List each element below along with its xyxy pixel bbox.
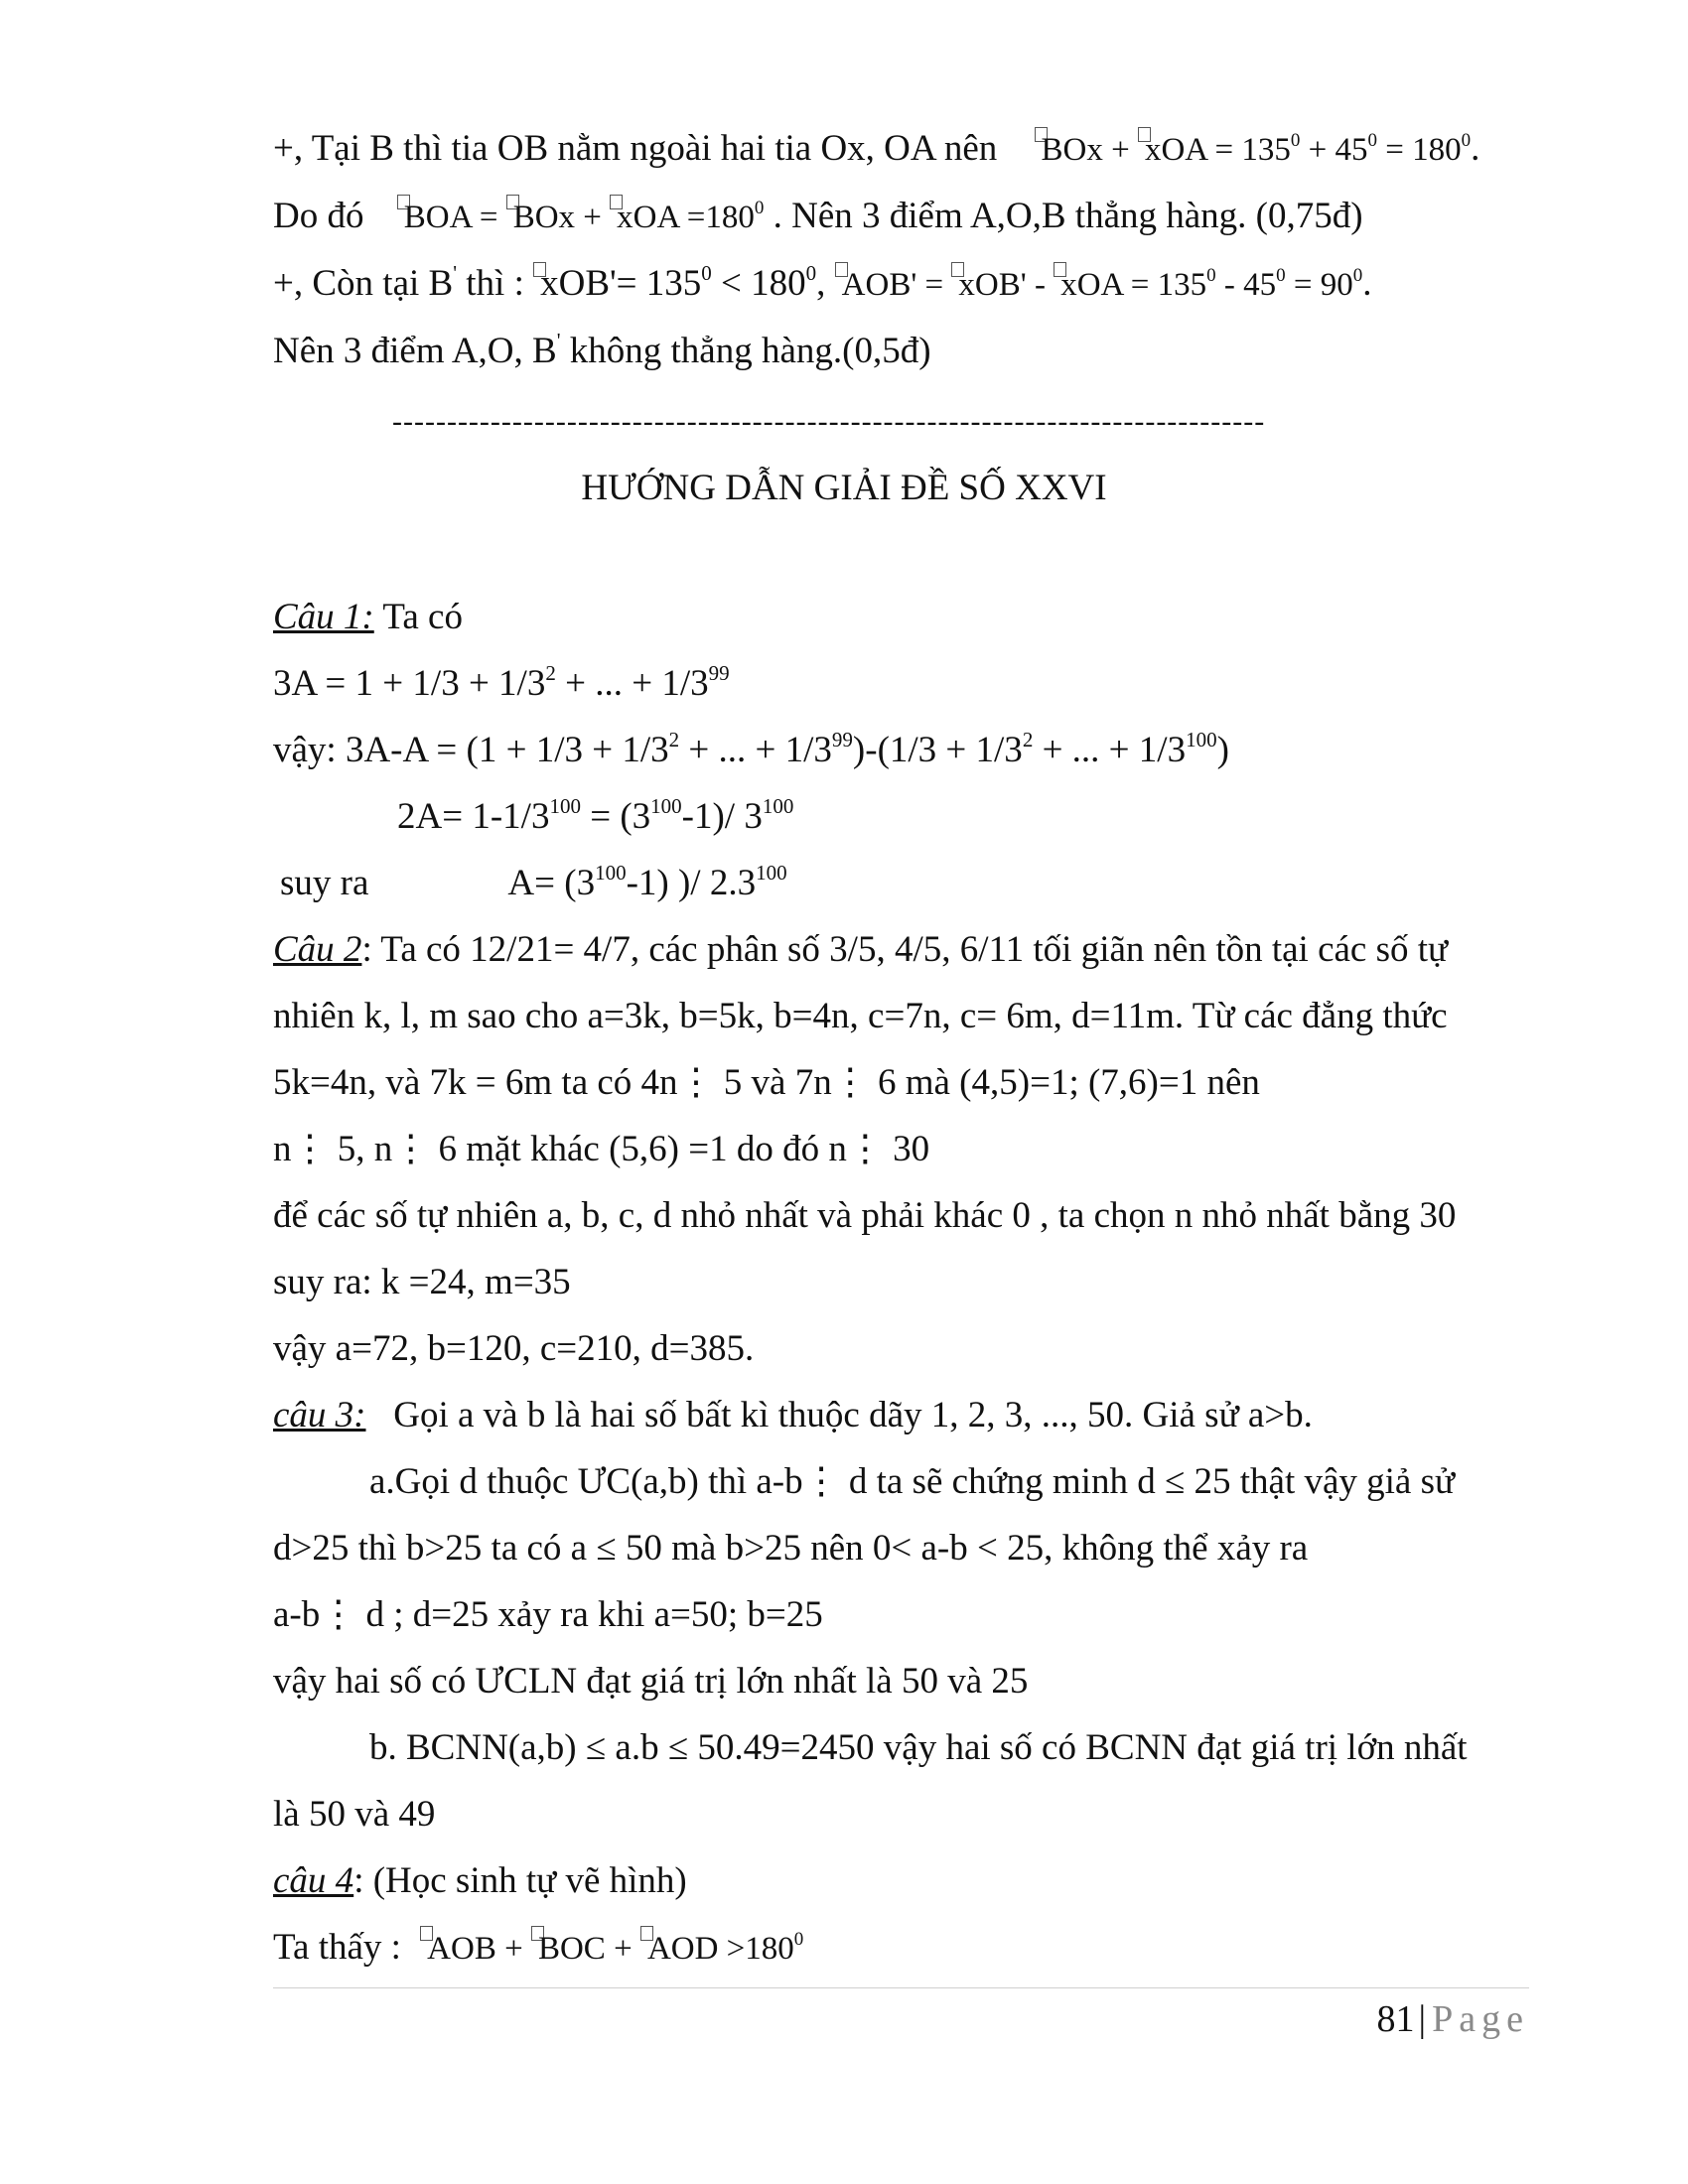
- section-title: HƯỚNG DẪN GIẢI ĐỀ SỐ XXVI: [581, 468, 1107, 508]
- prev-line-3: +, Còn tại B' thì : $xOB'= 135^0 < 180^0$, AOB' = xOB' - xOA = $135^0 - 45^0 = 90^0$.: [273, 261, 1372, 304]
- cau2-label: Câu 2: [273, 929, 362, 970]
- cau2-line-6: suy ra: k =24, m=35: [273, 1262, 571, 1302]
- prev-line-1-text: +, Tại B thì tia OB nằm ngoài hai tia Ox, OA nên: [273, 128, 998, 169]
- cau3-line-2: a.Gọi d thuộc ƯC(a,b) thì a-b⋮ d ta sẽ chứng minh d ≤ 25 thật vậy giả sử: [369, 1461, 1456, 1502]
- cau2-line-7: vậy a=72, b=120, c=210, d=385.: [273, 1328, 755, 1369]
- cau3-line-1: câu 3: Gọi a và b là hai số bất kì thuộc dãy 1, 2, 3, ..., 50. Giả sử a>b.: [273, 1395, 1313, 1435]
- cau1-eq2: vậy: $3A-A = (1 + 1/3 + 1/3^2$ + ... + $1/3^{99})-(1/3 + 1/3^2$ + ... + $1/3^{100}$): [273, 728, 1229, 770]
- cau4-label: câu 4: [273, 1860, 354, 1901]
- cau2-line-3: 5k=4n, và 7k = 6m ta có 4n⋮ 5 và 7n⋮ 6 mà (4,5)=1; (7,6)=1 nên: [273, 1062, 1260, 1103]
- angle-formula-2: BOA = BOx + xOA $=180^0$: [397, 200, 765, 235]
- cau2-line-4: n⋮ 5, n⋮ 6 mặt khác (5,6) =1 do đó n⋮ 30: [273, 1129, 930, 1169]
- cau3-line-6: b. BCNN(a,b) ≤ a.b ≤ 50.49=2450 vậy hai số có BCNN đạt giá trị lớn nhất: [369, 1727, 1468, 1768]
- cau3-line-4: a-b⋮ d ; d=25 xảy ra khi a=50; b=25: [273, 1594, 823, 1635]
- page-footer: [1377, 1997, 1529, 2041]
- cau2-line-1: Câu 2: Ta có 12/21= 4/7, các phân số 3/5, 4/5, 6/11 tối giãn nên tồn tại các số tự: [273, 929, 1449, 970]
- footer-separator: |: [1418, 1998, 1427, 2040]
- cau4-line-1: câu 4: (Học sinh tự vẽ hình): [273, 1860, 687, 1901]
- cau1-eq1: $3A = 1 + 1/3 + 1/3^2$ + ... + $1/3^{99}$: [273, 661, 730, 704]
- footer-rule: [273, 1987, 1529, 1988]
- angle-formula-3: $xOB'= 135^0 < 180^0$, AOB' = xOB' - xOA = $135^0 - 45^0 = 90^0$: [533, 267, 1362, 303]
- prev-line-2-rest: . Nên 3 điểm A,O,B thẳng hàng. (0,75đ): [764, 196, 1363, 236]
- cau3-line-3: d>25 thì b>25 ta có a ≤ 50 mà b>25 nên 0< a-b < 25, không thể xảy ra: [273, 1528, 1309, 1569]
- cau2-line-5: để các số tự nhiên a, b, c, d nhỏ nhất và phải khác 0 , ta chọn n nhỏ nhất bằng 30: [273, 1195, 1457, 1236]
- section-separator: --------------------------------------------------------------------------------: [392, 405, 1266, 438]
- angle-formula-1: BOx + xOA = $135^0 + 45^0 = 180^0$: [1035, 132, 1472, 168]
- page-number: 81: [1376, 1998, 1415, 2040]
- cau3-line-5: vậy hai số có ƯCLN đạt giá trị lớn nhất là 50 và 25: [273, 1661, 1029, 1702]
- prev-line-1: +, Tại B thì tia OB nằm ngoài hai tia Ox, OA nên BOx + xOA = $135^0 + 45^0 = 180^0$.: [273, 128, 1480, 169]
- cau1-heading: Câu 1: Ta có: [273, 597, 463, 637]
- cau1-eq3: $2A= 1-1/3^{100} = (3^{100}-1)/$ $3^{100}$: [397, 794, 794, 837]
- cau4-line-2: Ta thấy : AOB + BOC + AOD $>180^0$: [273, 1927, 804, 1968]
- cau1-eq4: suy ra $A= (3^{100}-1)$ )/ $2.3^{100}$: [280, 861, 787, 903]
- prev-line-2-text: Do đó: [273, 196, 364, 236]
- cau1-label: Câu 1:: [273, 597, 374, 637]
- page-word: Page: [1432, 1998, 1529, 2040]
- prev-line-4: Nên 3 điểm A,O, B' không thẳng hàng.(0,5đ): [273, 329, 931, 371]
- cau3-label: câu 3:: [273, 1395, 366, 1435]
- prev-line-2: [273, 195, 1529, 239]
- angle-formula-4: AOB + BOC + AOD $>180^0$: [420, 1931, 803, 1967]
- cau2-line-2: nhiên k, l, m sao cho a=3k, b=5k, b=4n, c=7n, c= 6m, d=11m. Từ các đẳng thức: [273, 996, 1448, 1036]
- cau3-line-7: là 50 và 49: [273, 1794, 436, 1835]
